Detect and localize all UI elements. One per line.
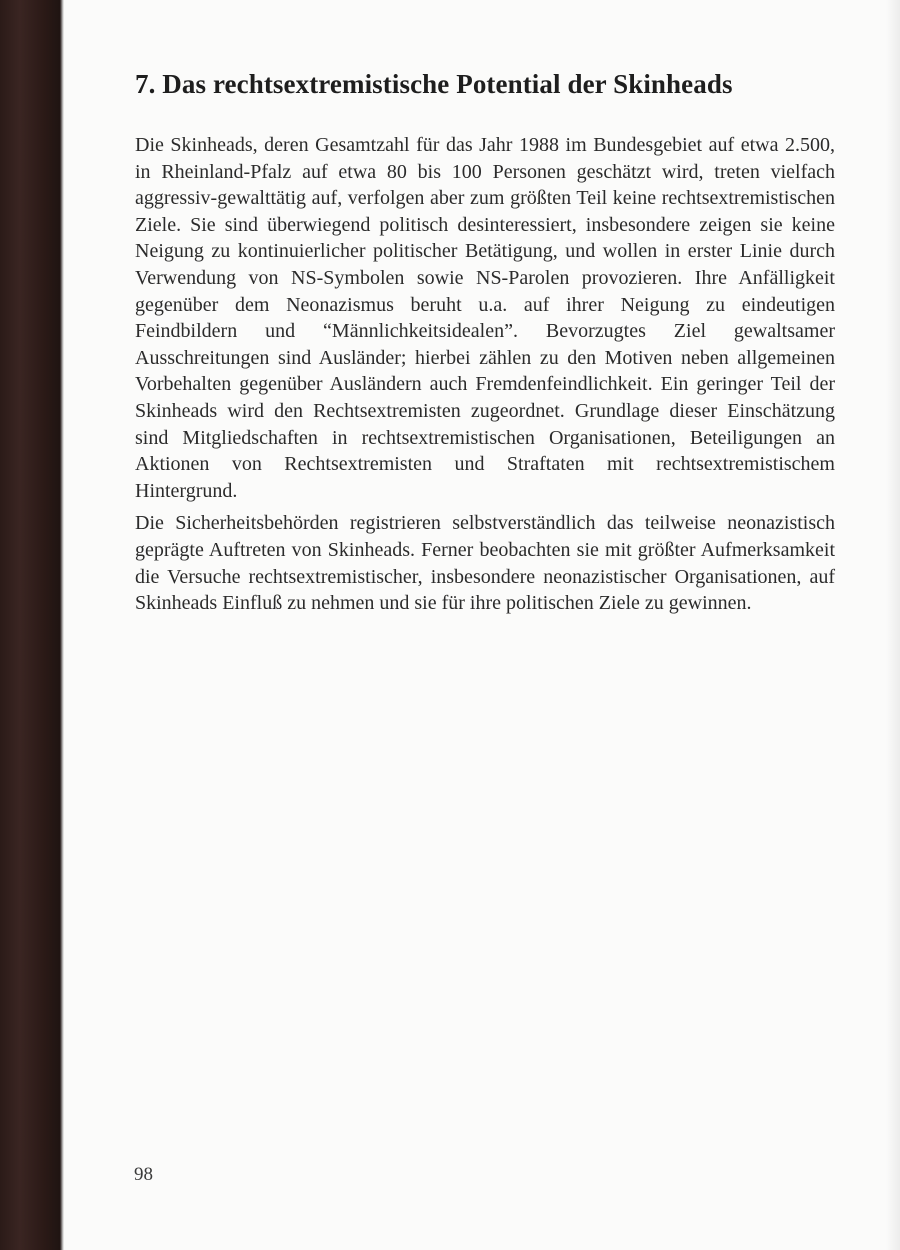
page-number: 98 [134,1164,153,1185]
body-paragraph-1: Die Skinheads, deren Gesamtzahl für das Jahr 1988 im Bundesgebiet auf etwa 2.500, in Rheinland-Pfalz auf etwa 80 bis 100 Personen geschätzt wird, treten vielfach aggressiv-gewalttätig auf, verfolgen aber zum größten Teil keine rechtsextremistischen Ziele. Sie sind überwiegend politisch desinteressiert, insbesondere zeigen sie keine Neigung zu kontinuierlicher politischer Betätigung, und wollen in erster Linie durch Verwendung von NS-Symbolen sowie NS-Parolen provozieren. Ihre Anfälligkeit gegenüber dem Neonazismus beruht u.a. auf ihrer Neigung zu eindeutigen Feindbildern und “Männlichkeitsidealen”. Bevorzugtes Ziel gewaltsamer Ausschreitungen sind Ausländer; hierbei zählen zu den Motiven neben allgemeinen Vorbehalten gegenüber Ausländern auch Fremdenfeindlichkeit. Ein geringer Teil der Skinheads wird den Rechtsextremisten zugeordnet. Grundlage dieser Einschätzung sind Mitgliedschaften in rechtsextremistischen Organisationen, Beteiligungen an Aktionen von Rechtsextremisten und Straftaten mit rechtsextremistischem Hintergrund. [135,134,835,502]
page-content [135,66,835,623]
chapter-title: 7. Das rechtsextremistische Potential der Skinheads [135,69,733,99]
page-edge-shadow [886,0,900,1250]
body-paragraph-2: Die Sicherheitsbehörden registrieren selbstverständlich das teilweise neonazistisch geprägte Auftreten von Skinheads. Ferner beobachten sie mit größter Aufmerksamkeit die Versuche rechtsextremistischer, insbesondere neonazistischer Organisationen, auf Skinheads Einfluß zu nehmen und sie für ihre politischen Ziele zu gewinnen. [135,512,835,615]
book-binding-edge [0,0,64,1250]
